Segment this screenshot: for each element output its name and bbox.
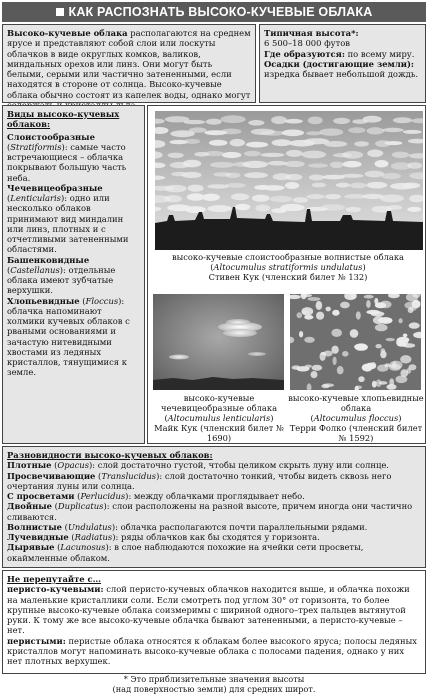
confuse-name: перисто-кучевыми: bbox=[7, 584, 104, 595]
lenticularis-caption-latin: (Altocumulus lenticularis) bbox=[164, 413, 274, 424]
stratiformis-photo bbox=[155, 111, 423, 250]
variety-desc: ): слой достаточно тонкий, чтобы видеть сквозь него очертания луны или солнца. bbox=[7, 470, 392, 491]
floccus-caption-latin: (Altocumulus floccus) bbox=[310, 413, 402, 424]
facts-section bbox=[259, 24, 426, 103]
floccus-credit: Терри Фолко (членский билет № 1592) bbox=[289, 423, 423, 444]
kind-item: Башенковидные (Castellanus): отдельные облака имеют зубчатые верхушки. bbox=[7, 254, 116, 296]
variety-name: Плотные bbox=[7, 460, 52, 471]
lenticularis-credit: Майк Кук (членский билет № 1690) bbox=[154, 423, 284, 444]
kind-desc: ): отдельные облака имеют зубчатые верхушки. bbox=[7, 264, 116, 296]
variety-latin: Perlucidus bbox=[80, 491, 126, 501]
lenticularis-latin: Altocumulus lenticularis bbox=[167, 413, 271, 424]
kind-latin: Castellanus bbox=[10, 264, 60, 275]
varieties-section bbox=[2, 446, 426, 568]
photos-section bbox=[147, 105, 426, 444]
lenticularis-photo-image bbox=[153, 294, 284, 390]
intro-section bbox=[2, 24, 256, 103]
intro-text: располагаются на среднем ярусе и представляют собой слои или лоскуты облачков в виде округлых комков, валиков, миндальных орехов или линз. Они могут быть белыми, серыми или частично затененными, если находятся в стороне от солнца. Высоко-кучевые облака обычно состоят из капелек воды, однако могут bbox=[7, 28, 251, 100]
variety-desc: ): слои расположены на разной высоте, причем иногда они частично сливаются. bbox=[7, 501, 413, 522]
height-label-text: Типичная высота*: bbox=[264, 28, 359, 38]
square-bullet-icon bbox=[56, 8, 64, 16]
variety-item: Двойные (Duplicatus): слои расположены на разной высоте, причем иногда они частично сливаются. bbox=[7, 501, 413, 522]
kind-latin: Lenticularis bbox=[10, 193, 61, 203]
lenticularis-photo bbox=[153, 294, 284, 390]
kind-name: Чечевицеобразные bbox=[7, 182, 103, 193]
variety-name: Просвечивающие bbox=[7, 470, 96, 481]
kind-desc: ): самые часто встречающиеся – облачка покрывают большую часть неба. bbox=[7, 141, 127, 183]
kind-item: Чечевицеобразные (Lenticularis): одно или несколько облаков принимают вид миндалин или линз, плотных и с отчетливыми затененными областями. bbox=[7, 182, 129, 255]
height-value: 6 500–18 000 футов bbox=[264, 38, 351, 49]
intro-paragraph bbox=[7, 28, 251, 110]
variety-name: Двойные bbox=[7, 501, 52, 512]
height-label bbox=[264, 28, 421, 38]
where-label: Где образуются: bbox=[264, 48, 345, 59]
stratiformis-credit: Стивен Кук (членский билет № 132) bbox=[208, 272, 368, 283]
stratiformis-latin: Altocumulus stratiformis undulatus bbox=[213, 262, 363, 273]
lenticularis-caption-line: высоко-кучевые чечевицеобразные облака bbox=[160, 393, 278, 414]
variety-desc: ): между облачками проглядывает небо. bbox=[125, 491, 305, 501]
variety-name: Волнистые bbox=[7, 521, 62, 532]
variety-item: Дырявые (Lacunosus): в слое наблюдаются похожие на ячейки сети просветы, окаймленные облаком. bbox=[7, 542, 364, 563]
variety-desc: ): облачка располагаются почти параллельными рядами. bbox=[111, 521, 368, 532]
kinds-section bbox=[2, 105, 145, 444]
variety-item: С просветами (Perlucidus): между облачками проглядывает небо. bbox=[7, 491, 305, 501]
variety-name: Лучевидные bbox=[7, 532, 69, 542]
confuse-desc: перистые облака относятся к облакам более высокого яруса; полосы ледяных кристаллов могут напоминать высоко-кучевые облака с полосами падения, однако у них нет плотных верхушек. bbox=[7, 635, 417, 666]
variety-item: Волнистые (Undulatus): облачка располагаются почти параллельными рядами. bbox=[7, 521, 368, 532]
where-fact bbox=[264, 49, 421, 59]
kind-desc: ): облачка напоминают холмики кучевых облаков с рваными основаниями и зачастую нитевидными хвостами из ледяных кристаллов, тянущимися к земле. bbox=[7, 295, 130, 378]
kind-item: Слоистообразные (Stratiformis): самые часто встречающиеся – облачка покрывают большую часть неба. bbox=[7, 131, 127, 183]
stratiformis-photo-image bbox=[155, 111, 423, 250]
variety-latin: Radiatus bbox=[74, 532, 113, 542]
variety-name: С просветами bbox=[7, 491, 75, 501]
precip-value: изредка бывает небольшой дождь. bbox=[264, 69, 419, 79]
floccus-caption-line: высоко-кучевые хлопьевидные облака bbox=[288, 393, 424, 414]
precip-fact bbox=[264, 59, 421, 80]
kind-latin: Floccus bbox=[85, 295, 119, 306]
variety-latin: Duplicatus bbox=[57, 501, 104, 512]
kind-latin: Stratiformis bbox=[10, 141, 62, 152]
variety-desc: ): ряды облачков как бы сходятся у горизонта. bbox=[112, 532, 320, 542]
footnote bbox=[2, 675, 426, 698]
stratiformis-caption-latin: (Altocumulus stratiformis undulatus) bbox=[210, 262, 366, 273]
kinds-heading: Виды высоко-кучевых облаков: bbox=[7, 109, 120, 130]
variety-desc: ): в слое наблюдаются похожие на ячейки сети просветы, окаймленные облаком. bbox=[7, 542, 364, 563]
confuse-section bbox=[2, 570, 426, 674]
intro-term: Высоко-кучевые облака bbox=[7, 28, 128, 38]
varieties-heading: Разновидности высоко-кучевых облаков: bbox=[7, 450, 213, 460]
lenticularis-caption bbox=[150, 393, 288, 444]
confuse-list bbox=[7, 584, 421, 666]
footnote-line-1: * Это приблизительные значения высоты bbox=[123, 674, 305, 684]
kind-item: Хлопьевидные (Floccus): облачка напоминают холмики кучевых облаков с рваными основаниями и зачастую нитевидными хвостами из ледяных кристаллов, тянущимися к земле. bbox=[7, 295, 130, 378]
page-title-text: КАК РАСПОЗНАТЬ ВЫСОКО-КУЧЕВЫЕ ОБЛАКА bbox=[68, 5, 373, 19]
floccus-caption bbox=[287, 393, 425, 444]
kind-name: Башенковидные bbox=[7, 254, 90, 265]
kind-name: Хлопьевидные bbox=[7, 295, 80, 306]
variety-item: Просвечивающие (Translucidus): слой достаточно тонкий, чтобы видеть сквозь него очертания луны или солнца. bbox=[7, 470, 392, 491]
kind-name: Слоистообразные bbox=[7, 131, 95, 142]
variety-latin: Opacus bbox=[57, 460, 89, 471]
variety-item: Лучевидные (Radiatus): ряды облачков как бы сходятся у горизонта. bbox=[7, 532, 320, 542]
confuse-desc: слой перисто-кучевых облачков находится выше, и облачка похожи на маленькие кристаллики соли. Если смотреть под углом 30° от горизонта, то более крупные высоко-кучевые облака соизмеримы с шириной одного–трех пальцев вытянутой руки. К тому же все высоко-кучевые облачка бывают затененными, а перисто-кучевые – нет. bbox=[7, 584, 410, 636]
floccus-latin: Altocumulus floccus bbox=[313, 413, 399, 424]
stratiformis-caption bbox=[152, 252, 424, 282]
kind-desc: ): одно или несколько облаков принимают вид миндалин или линз, плотных и с отчетливыми затененными областями. bbox=[7, 193, 129, 255]
confuse-heading: Не перепутайте с… bbox=[7, 574, 102, 584]
floccus-photo-image bbox=[290, 294, 421, 390]
variety-latin: Undulatus bbox=[67, 521, 112, 532]
footnote-line-2: (над поверхностью земли) для средних широт. bbox=[112, 683, 316, 694]
floccus-photo bbox=[290, 294, 421, 390]
variety-name: Дырявые bbox=[7, 542, 55, 553]
confuse-name: перистыми: bbox=[7, 635, 66, 646]
page-title bbox=[2, 2, 426, 22]
confuse-item bbox=[7, 636, 421, 667]
confuse-item bbox=[7, 584, 421, 635]
precip-label: Осадки (достигающие земли): bbox=[264, 58, 414, 69]
variety-item: Плотные (Opacus): слой достаточно густой, чтобы целиком скрыть луну или солнце. bbox=[7, 460, 389, 471]
varieties-list bbox=[7, 460, 421, 563]
kinds-list bbox=[7, 132, 140, 378]
variety-desc: ): слой достаточно густой, чтобы целиком скрыть луну или солнце. bbox=[89, 460, 389, 471]
stratiformis-caption-line: высоко-кучевые слоистообразные волнистые облака bbox=[171, 252, 405, 262]
variety-latin: Lacunosus bbox=[60, 542, 106, 553]
where-value: по всему миру. bbox=[344, 48, 415, 59]
variety-latin: Translucidus bbox=[101, 470, 157, 481]
